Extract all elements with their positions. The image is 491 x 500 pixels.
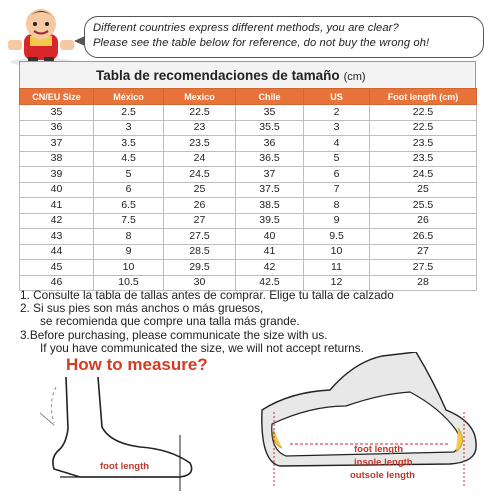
table-cell: 37	[236, 167, 304, 183]
table-cell: 35	[236, 105, 304, 121]
table-cell: 39.5	[236, 213, 304, 229]
note-1: 1. Consulte la tabla de tallas antes de comprar. Elige tu talla de calzado	[20, 288, 394, 302]
table-cell: 26	[370, 213, 477, 229]
table-cell: 24	[164, 151, 236, 167]
shoe-measure-illustration	[250, 352, 486, 496]
table-cell: 23.5	[370, 136, 477, 152]
table-row	[20, 151, 477, 167]
table-row	[20, 105, 477, 121]
table-cell: 4	[304, 136, 370, 152]
table-cell: 37	[20, 136, 94, 152]
table-cell: 2	[304, 105, 370, 121]
table-header-cell: US	[304, 89, 370, 105]
table-cell: 26.5	[370, 229, 477, 245]
table-cell: 41	[236, 244, 304, 260]
table-header-cell: Foot length (cm)	[370, 89, 477, 105]
insole-length-label: insole length	[354, 457, 413, 468]
note-2: 2. Si sus pies son más anchos o más gruesos,	[20, 301, 264, 316]
table-cell: 22.5	[164, 105, 236, 121]
table-row	[20, 260, 477, 276]
bubble-line-2: Please see the table below for reference, do not buy the wrong oh!	[93, 37, 430, 49]
table-cell: 42.5	[236, 275, 304, 291]
table-cell: 6	[94, 182, 164, 198]
table-cell: 35.5	[236, 120, 304, 136]
table-body	[20, 105, 477, 291]
table-cell: 23.5	[370, 151, 477, 167]
table-cell: 10.5	[94, 275, 164, 291]
table-cell: 45	[20, 260, 94, 276]
table-cell: 12	[304, 275, 370, 291]
table-cell: 3	[94, 120, 164, 136]
table-cell: 42	[236, 260, 304, 276]
table-row	[20, 213, 477, 229]
note-3-continued: If you have communicated the size, we will not accept returns.	[40, 340, 364, 355]
table-cell: 35	[20, 105, 94, 121]
table-row	[20, 244, 477, 260]
table-cell: 25	[164, 182, 236, 198]
table-cell: 6.5	[94, 198, 164, 214]
table-cell: 9	[304, 213, 370, 229]
foot-length-label: foot length	[354, 444, 404, 455]
table-cell: 2.5	[94, 105, 164, 121]
table-cell: 43	[20, 229, 94, 245]
table-cell: 40	[20, 182, 94, 198]
table-cell: 10	[304, 244, 370, 260]
table-header-cell: CN/EU Size	[20, 89, 94, 105]
note-2-continued: se recomienda que compre una talla más grande.	[40, 314, 300, 329]
table-cell: 27.5	[164, 229, 236, 245]
table-cell: 8	[94, 229, 164, 245]
table-cell: 29.5	[164, 260, 236, 276]
table-row	[20, 167, 477, 183]
table-cell: 5	[304, 151, 370, 167]
table-cell: 25.5	[370, 198, 477, 214]
table-cell: 22.5	[370, 105, 477, 121]
table-header-row	[20, 89, 477, 105]
table-cell: 9	[94, 244, 164, 260]
how-to-measure-title: How to measure?	[66, 355, 208, 374]
table-cell: 10	[94, 260, 164, 276]
table-cell: 38	[20, 151, 94, 167]
mascot-illustration	[4, 4, 90, 66]
size-chart	[19, 88, 477, 291]
table-cell: 8	[304, 198, 370, 214]
table-cell: 5	[94, 167, 164, 183]
table-cell: 41	[20, 198, 94, 214]
left-foot-length-label: foot length	[100, 461, 150, 472]
table-row	[20, 198, 477, 214]
table-row	[20, 120, 477, 136]
size-notes	[20, 289, 480, 355]
table-header-cell: México	[94, 89, 164, 105]
table-cell: 11	[304, 260, 370, 276]
table-cell: 24.5	[164, 167, 236, 183]
table-row	[20, 182, 477, 198]
speech-bubble	[84, 16, 484, 58]
table-row	[20, 229, 477, 245]
table-cell: 46	[20, 275, 94, 291]
size-table-title: Tabla de recomendaciones de tamaño	[96, 68, 340, 83]
table-cell: 3.5	[94, 136, 164, 152]
table-cell: 37.5	[236, 182, 304, 198]
size-table	[19, 61, 476, 291]
table-header-cell: Chile	[236, 89, 304, 105]
table-cell: 9.5	[304, 229, 370, 245]
table-cell: 26	[164, 198, 236, 214]
bubble-line-1: Different countries express different methods, you are clear?	[93, 22, 399, 34]
table-cell: 6	[304, 167, 370, 183]
table-cell: 36	[20, 120, 94, 136]
table-cell: 40	[236, 229, 304, 245]
table-cell: 23	[164, 120, 236, 136]
foot-measure-illustration	[20, 373, 225, 495]
table-cell: 4.5	[94, 151, 164, 167]
table-cell: 36	[236, 136, 304, 152]
size-table-unit: (cm)	[343, 71, 366, 83]
table-row	[20, 136, 477, 152]
table-cell: 28.5	[164, 244, 236, 260]
size-table-title-bar	[19, 61, 476, 88]
table-cell: 22.5	[370, 120, 477, 136]
table-cell: 36.5	[236, 151, 304, 167]
table-cell: 27.5	[370, 260, 477, 276]
table-cell: 44	[20, 244, 94, 260]
table-cell: 38.5	[236, 198, 304, 214]
note-3: 3.Before purchasing, please communicate the size with us.	[20, 327, 328, 342]
table-cell: 39	[20, 167, 94, 183]
table-cell: 27	[164, 213, 236, 229]
table-cell: 25	[370, 182, 477, 198]
outsole-length-label: outsole length	[350, 470, 415, 481]
table-cell: 30	[164, 275, 236, 291]
table-cell: 42	[20, 213, 94, 229]
table-cell: 7	[304, 182, 370, 198]
table-cell: 23.5	[164, 136, 236, 152]
table-header-cell: Mexico	[164, 89, 236, 105]
table-cell: 27	[370, 244, 477, 260]
table-cell: 28	[370, 275, 477, 291]
table-cell: 24.5	[370, 167, 477, 183]
table-cell: 7.5	[94, 213, 164, 229]
table-cell: 3	[304, 120, 370, 136]
